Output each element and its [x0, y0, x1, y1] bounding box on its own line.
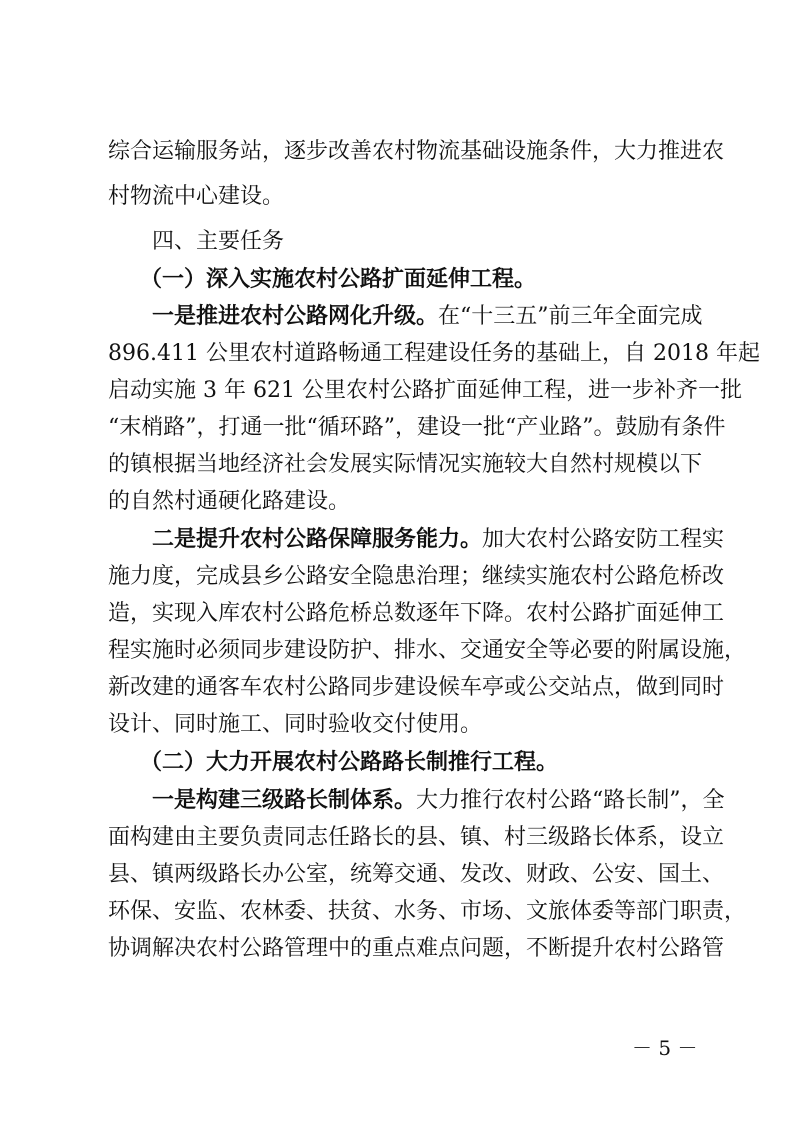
paragraph-first-line — [152, 302, 703, 332]
subsection-heading: （一）深入实施农村公路扩面延伸工程。 — [140, 267, 537, 292]
section-heading: 四、主要任务 — [152, 229, 285, 254]
paragraph-text: 大力推行农村公路“路长制”，全 — [416, 788, 725, 813]
body-line: 启动实施 3 年 621 公里农村公路扩面延伸工程，进一步补齐一批 — [108, 378, 742, 403]
body-line: 施力度，完成县乡公路安全隐患治理；继续实施农村公路危桥改 — [108, 564, 725, 589]
body-line: 的自然村通硬化路建设。 — [108, 489, 351, 514]
body-line: 协调解决农村公路管理中的重点难点问题，不断提升农村公路管 — [108, 936, 725, 961]
body-line: 程实施时必须同步建设防护、排水、交通安全等必要的附属设施， — [108, 638, 747, 663]
body-line: 环保、安监、农林委、扶贫、水务、市场、文旅体委等部门职责， — [108, 899, 747, 924]
paragraph-text: 加大农村公路安防工程实 — [482, 527, 725, 552]
paragraph-first-line — [152, 786, 725, 816]
body-line: 造，实现入库农村公路危桥总数逐年下降。农村公路扩面延伸工 — [108, 601, 725, 626]
body-line: “末梢路”，打通一批“循环路”，建设一批“产业路”。鼓励有条件 — [108, 415, 726, 440]
body-line: 面构建由主要负责同志任路长的县、镇、村三级路长体系，设立 — [108, 825, 725, 850]
paragraph-first-line — [152, 525, 725, 555]
paragraph-lead: 一是构建三级路长制体系。 — [152, 788, 417, 813]
body-line: 新改建的通客车农村公路同步建设候车亭或公交站点，做到同时 — [108, 675, 725, 700]
paragraph-lead: 二是提升农村公路保障服务能力。 — [152, 527, 483, 552]
paragraph-text: 在“十三五”前三年全面完成 — [438, 304, 703, 329]
body-line: 村物流中心建设。 — [108, 184, 285, 209]
body-line: 的镇根据当地经济社会发展实际情况实施较大自然村规模以下 — [108, 452, 703, 477]
body-line: 县、镇两级路长办公室，统筹交通、发改、财政、公安、国土、 — [108, 862, 725, 887]
body-line: 设计、同时施工、同时验收交付使用。 — [108, 712, 483, 737]
page-number: － 5 － — [632, 1036, 698, 1060]
body-line: 896.411 公里农村道路畅通工程建设任务的基础上，自 2018 年起 — [108, 341, 760, 366]
subsection-heading: （二）大力开展农村公路路长制推行工程。 — [140, 750, 559, 775]
body-line: 综合运输服务站，逐步改善农村物流基础设施条件，大力推进农 — [108, 139, 725, 164]
paragraph-lead: 一是推进农村公路网化升级。 — [152, 304, 439, 329]
